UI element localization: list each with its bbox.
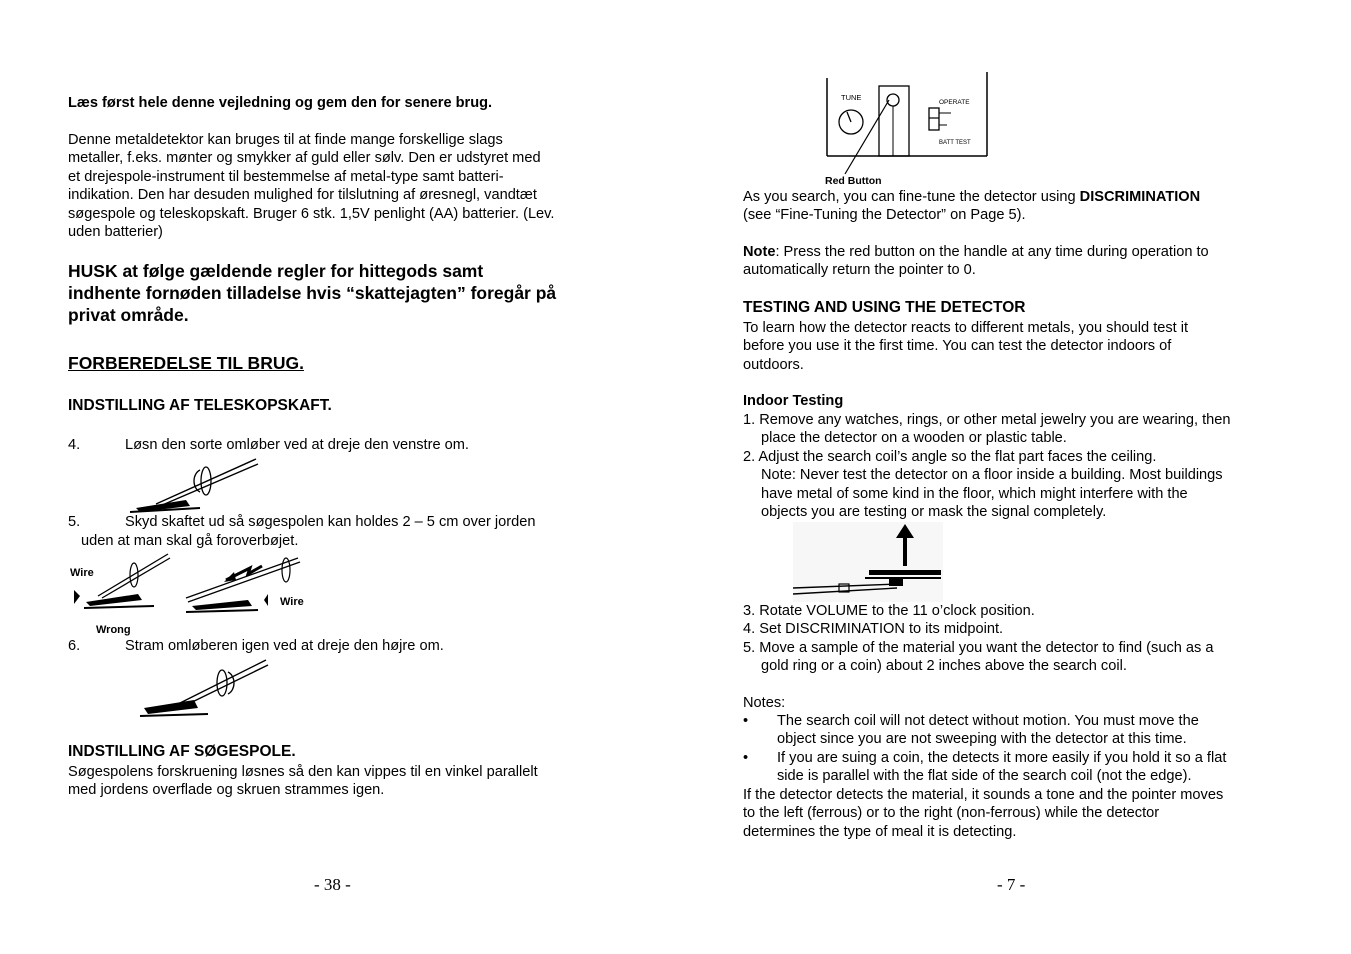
left-page	[68, 0, 628, 954]
text-run: : Press the red button on the handle at any time during operation to	[775, 244, 1209, 260]
paragraph-line: determines the type of meal it is detecting.	[743, 823, 1017, 840]
paragraph-line: before you use it the first time. You can test the detector indoors of	[743, 338, 1172, 355]
step-text: Løsn den sorte omløber ved at dreje den venstre om.	[125, 437, 469, 453]
wrong-label: Wrong	[96, 624, 131, 636]
list-line: 1. Remove any watches, rings, or other metal jewelry you are wearing, then	[743, 412, 1231, 428]
paragraph-line: automatically return the pointer to 0.	[743, 262, 976, 279]
telescope-extend-illustration	[68, 548, 328, 638]
step-5-continued: uden at man skal gå foroverbøjet.	[81, 533, 299, 549]
notes-label: Notes:	[743, 695, 786, 711]
notes-bullets	[743, 712, 1303, 786]
bullet-icon: •	[743, 713, 749, 729]
bullet-item	[743, 749, 1303, 786]
subsection-coil-title: INDSTILLING AF SØGESPOLE.	[68, 743, 296, 760]
control-panel-illustration	[821, 70, 996, 188]
section-title-testing: TESTING AND USING THE DETECTOR	[743, 299, 1026, 316]
paragraph-line	[743, 188, 1200, 206]
paragraph-line: Denne metaldetektor kan bruges til at finde mange forskellige slags	[68, 132, 503, 148]
text-run: As you search, you can fine-tune the detector using	[743, 189, 1080, 205]
notice-line: indhente fornøden tilladelse hvis “skattejagten” foregår på	[68, 283, 557, 303]
paragraph-line: uden batterier)	[68, 224, 163, 241]
section-title: FORBEREDELSE TIL BRUG.	[68, 353, 304, 373]
step-text: Stram omløberen igen ved at dreje den højre om.	[125, 638, 444, 654]
list-line: Note: Never test the detector on a floor inside a building. Most buildings	[761, 467, 1223, 484]
coil-facing-up-illustration	[793, 522, 943, 602]
wire-label-left: Wire	[70, 567, 94, 579]
step-text: Skyd skaftet ud så søgespolen kan holdes 2 – 5 cm over jorden	[125, 514, 536, 530]
indoor-steps	[743, 411, 1303, 521]
list-line: gold ring or a coin) about 2 inches above the search coil.	[761, 658, 1127, 675]
paragraph-line: indikation. Den har desuden mulighed for tilslutning af øresnegl, vandtæt	[68, 187, 537, 204]
step-number: 5.	[68, 514, 81, 530]
notice-line: HUSK at følge gældende regler for hittegods samt	[68, 261, 484, 281]
coil-paragraph	[68, 763, 538, 800]
bullet-icon: •	[743, 749, 749, 766]
list-line: 5. Move a sample of the material you want the detector to find (such as a	[743, 639, 1214, 656]
list-line: 4. Set DISCRIMINATION to its midpoint.	[743, 621, 1004, 638]
closing-paragraph	[743, 786, 1223, 841]
batt-test-label: BATT TEST	[939, 140, 971, 146]
steps-after	[743, 602, 1303, 676]
list-line: place the detector on a wooden or plastic table.	[761, 430, 1067, 447]
discrimination-paragraph	[743, 188, 1200, 225]
discrimination-bold: DISCRIMINATION	[1079, 189, 1201, 205]
paragraph-line: If the detector detects the material, it sounds a tone and the pointer moves	[743, 787, 1224, 803]
paragraph-line: metaller, f.eks. mønter og smykker af guld eller sølv. Den er udstyret med	[68, 150, 541, 167]
step-number: 4.	[68, 437, 81, 453]
bullet-item	[743, 712, 1303, 749]
note-paragraph	[743, 243, 1209, 280]
switch-icon	[929, 108, 939, 130]
paragraph-line: et drejespole-instrument til bestemmelse af metal-type samt batteri-	[68, 168, 504, 185]
page-number-right: - 7 -	[997, 875, 1026, 894]
paragraph-line: to the left (ferrous) or to the right (non-ferrous) while the detector	[743, 805, 1160, 822]
intro-bold-line: Læs først hele denne vejledning og gem den for senere brug.	[68, 95, 493, 111]
paragraph-line: (see “Fine-Tuning the Detector” on Page 5).	[743, 207, 1026, 224]
tune-label: TUNE	[841, 93, 862, 102]
red-button-label: Red Button	[825, 175, 882, 187]
paragraph-line: Søgespolens forskruening løsnes så den kan vippes til en vinkel parallelt	[68, 764, 538, 780]
notice-line: privat område.	[68, 305, 189, 325]
telescope-loosen-illustration	[126, 456, 326, 516]
subsection-telescope-title: INDSTILLING AF TELESKOPSKAFT.	[68, 397, 332, 414]
telescope-tighten-illustration	[138, 658, 338, 720]
paragraph-line: To learn how the detector reacts to different metals, you should test it	[743, 320, 1189, 336]
list-line: 3. Rotate VOLUME to the 11 o’clock position.	[743, 603, 1035, 619]
bullet-line: The search coil will not detect without motion. You must move the	[777, 713, 1199, 729]
list-line: have metal of some kind in the floor, which might interfere with the	[761, 485, 1188, 502]
right-page	[743, 0, 1303, 954]
paragraph-line: med jordens overflade og skruen strammes igen.	[68, 782, 385, 799]
list-line: objects you are testing or mask the signal completely.	[761, 504, 1107, 521]
paragraph-line: outdoors.	[743, 356, 804, 373]
indoor-testing-title: Indoor Testing	[743, 393, 844, 409]
intro-paragraph	[68, 131, 554, 241]
paragraph-line	[743, 243, 1209, 261]
bullet-line: If you are suing a coin, the detects it more easily if you hold it so a flat	[777, 749, 1227, 766]
notice-block	[68, 260, 556, 326]
note-label: Note	[743, 244, 776, 260]
testing-paragraph	[743, 319, 1188, 374]
bullet-line: side is parallel with the flat side of the search coil (not the edge).	[777, 768, 1192, 785]
step-number: 6.	[68, 638, 81, 654]
paragraph-line: søgespole og teleskopskaft. Bruger 6 stk. 1,5V penlight (AA) batterier. (Lev.	[68, 205, 555, 222]
list-line: 2. Adjust the search coil’s angle so the flat part faces the ceiling.	[743, 448, 1157, 465]
wire-label-right: Wire	[280, 596, 304, 608]
operate-label: OPERATE	[939, 99, 970, 106]
page-number-left: - 38 -	[314, 875, 351, 894]
bullet-line: object since you are not sweeping with the detector at this time.	[777, 731, 1187, 748]
